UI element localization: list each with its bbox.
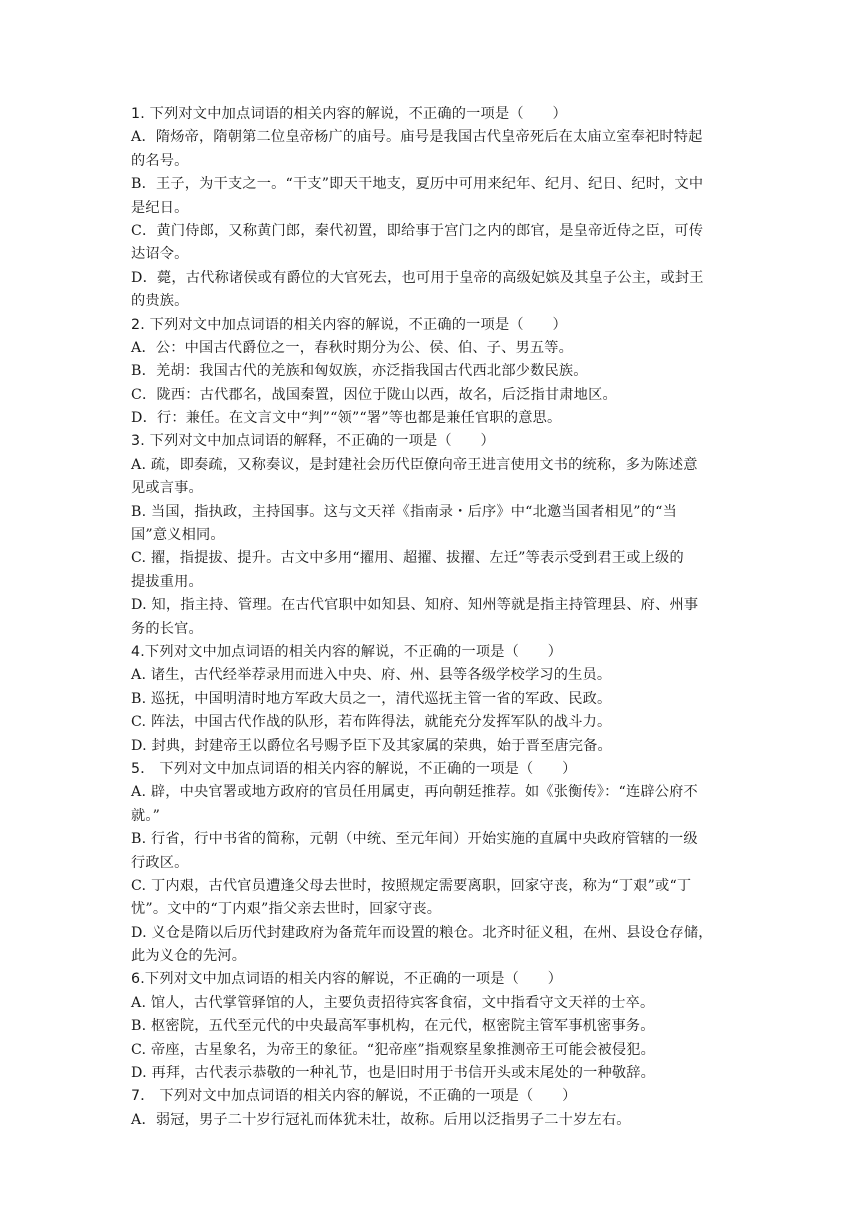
answer-option: B. 当国，指执政，主持国事。这与文天祥《指南录・后序》中“北邀当国者相见”的“当 bbox=[131, 503, 677, 520]
answer-option: C. 丁内艰，古代官员遭逢父母去世时，按照规定需要离职，回家守丧，称为“丁艰”或“丁 bbox=[131, 877, 692, 894]
answer-option: A. 馆人，古代掌管驿馆的人，主要负责招待宾客食宿，文中指看守文天祥的士卒。 bbox=[131, 994, 655, 1011]
answer-option: C．黄门侍郎，又称黄门郎，秦代初置，即给事于宫门之内的郎官，是皇帝近侍之臣，可传 bbox=[131, 222, 704, 239]
answer-option: C. 阵法，中国古代作战的队形，若布阵得法，就能充分发挥军队的战斗力。 bbox=[131, 714, 612, 731]
question-stem: 7． 下列对文中加点词语的相关内容的解说，不正确的一项是（ ） bbox=[131, 1088, 577, 1105]
answer-option: D．行：兼任。在文言文中“判”“领”“署”等也都是兼任官职的意思。 bbox=[131, 410, 562, 427]
answer-option: A．公：中国古代爵位之一，春秋时期分为公、侯、伯、子、男五等。 bbox=[131, 339, 574, 356]
option-continuation: 忧”。文中的“丁内艰”指父亲去世时，回家守丧。 bbox=[131, 901, 442, 918]
option-continuation: 此为义仓的先河。 bbox=[131, 948, 247, 965]
answer-option: B. 枢密院，五代至元代的中央最高军事机构，在元代，枢密院主管军事机密事务。 bbox=[131, 1018, 655, 1035]
option-continuation: 就。” bbox=[131, 807, 161, 824]
option-continuation: 提拔重用。 bbox=[131, 573, 203, 590]
answer-option: D. 再拜，古代表示恭敬的一种礼节，也是旧时用于书信开头或末尾处的一种敬辞。 bbox=[131, 1065, 656, 1082]
answer-option: A．弱冠，男子二十岁行冠礼而体犹未壮，故称。后用以泛指男子二十岁左右。 bbox=[131, 1111, 631, 1128]
question-stem: 5． 下列对文中加点词语的相关内容的解说，不正确的一项是（ ） bbox=[131, 760, 577, 777]
question-stem: 6.下列对文中加点词语的相关内容的解说，不正确的一项是（ ） bbox=[131, 971, 563, 988]
answer-option: D. 知，指主持、管理。在古代官职中如知县、知府、知州等就是指主持管理县、府、州事 bbox=[131, 597, 699, 614]
option-continuation: 是纪日。 bbox=[131, 199, 189, 216]
answer-option: A. 辟，中央官署或地方政府的官员任用属吏，再向朝廷推荐。如《张衡传》：“连辟公府不 bbox=[131, 784, 698, 801]
question-stem: 4.下列对文中加点词语的相关内容的解说，不正确的一项是（ ） bbox=[131, 643, 563, 660]
answer-option: D．薨，古代称诸侯或有爵位的大官死去，也可用于皇帝的高级妃嫔及其皇子公主，或封王 bbox=[131, 269, 704, 286]
answer-option: C. 擢，指提拔、提升。古文中多用“擢用、超擢、拔擢、左迁”等表示受到君王或上级的 bbox=[131, 550, 684, 567]
answer-option: A. 疏，即奏疏，又称奏议，是封建社会历代臣僚向帝王进言使用文书的统称，多为陈述意 bbox=[131, 456, 698, 473]
answer-option: B. 巡抚，中国明清时地方军政大员之一，清代巡抚主管一省的军政、民政。 bbox=[131, 690, 612, 707]
question-stem: 3. 下列对文中加点词语的解释，不正确的一项是（ ） bbox=[131, 433, 495, 450]
option-continuation: 的贵族。 bbox=[131, 293, 189, 310]
option-continuation: 务的长官。 bbox=[131, 620, 203, 637]
question-stem: 2. 下列对文中加点词语的相关内容的解说，不正确的一项是（ ） bbox=[131, 316, 567, 333]
option-continuation: 国”意义相同。 bbox=[131, 527, 225, 544]
answer-option: D. 义仓是隋以后历代封建政府为备荒年而设置的粮仓。北齐时征义租，在州、县设仓存储， bbox=[131, 924, 713, 941]
answer-option: A．隋炀帝，隋朝第二位皇帝杨广的庙号。庙号是我国古代皇帝死后在太庙立室奉祀时特起 bbox=[131, 129, 703, 146]
option-continuation: 见或言事。 bbox=[131, 480, 203, 497]
answer-option: B．羌胡：我国古代的羌族和匈奴族，亦泛指我国古代西北部少数民族。 bbox=[131, 363, 588, 380]
question-stem: 1. 下列对文中加点词语的相关内容的解说，不正确的一项是（ ） bbox=[131, 106, 567, 122]
answer-option: B. 行省，行中书省的简称，元朝（中统、至元年间）开始实施的直属中央政府管辖的一级 bbox=[131, 831, 698, 848]
answer-option: B．王子，为干支之一。“干支”即天干地支，夏历中可用来纪年、纪月、纪日、纪时，文中 bbox=[131, 176, 704, 193]
option-continuation: 的名号。 bbox=[131, 152, 189, 169]
answer-option: C．陇西：古代郡名，战国秦置，因位于陇山以西，故名，后泛指甘肃地区。 bbox=[131, 386, 617, 403]
answer-option: D. 封典，封建帝王以爵位名号赐予臣下及其家属的荣典，始于晋至唐完备。 bbox=[131, 737, 612, 754]
answer-option: A. 诸生，古代经举荐录用而进入中央、府、州、县等各级学校学习的生员。 bbox=[131, 667, 612, 684]
option-continuation: 达诏令。 bbox=[131, 246, 189, 263]
answer-option: C. 帝座，古星象名，为帝王的象征。“犯帝座”指观察星象推测帝王可能会被侵犯。 bbox=[131, 1041, 656, 1058]
option-continuation: 行政区。 bbox=[131, 854, 189, 871]
